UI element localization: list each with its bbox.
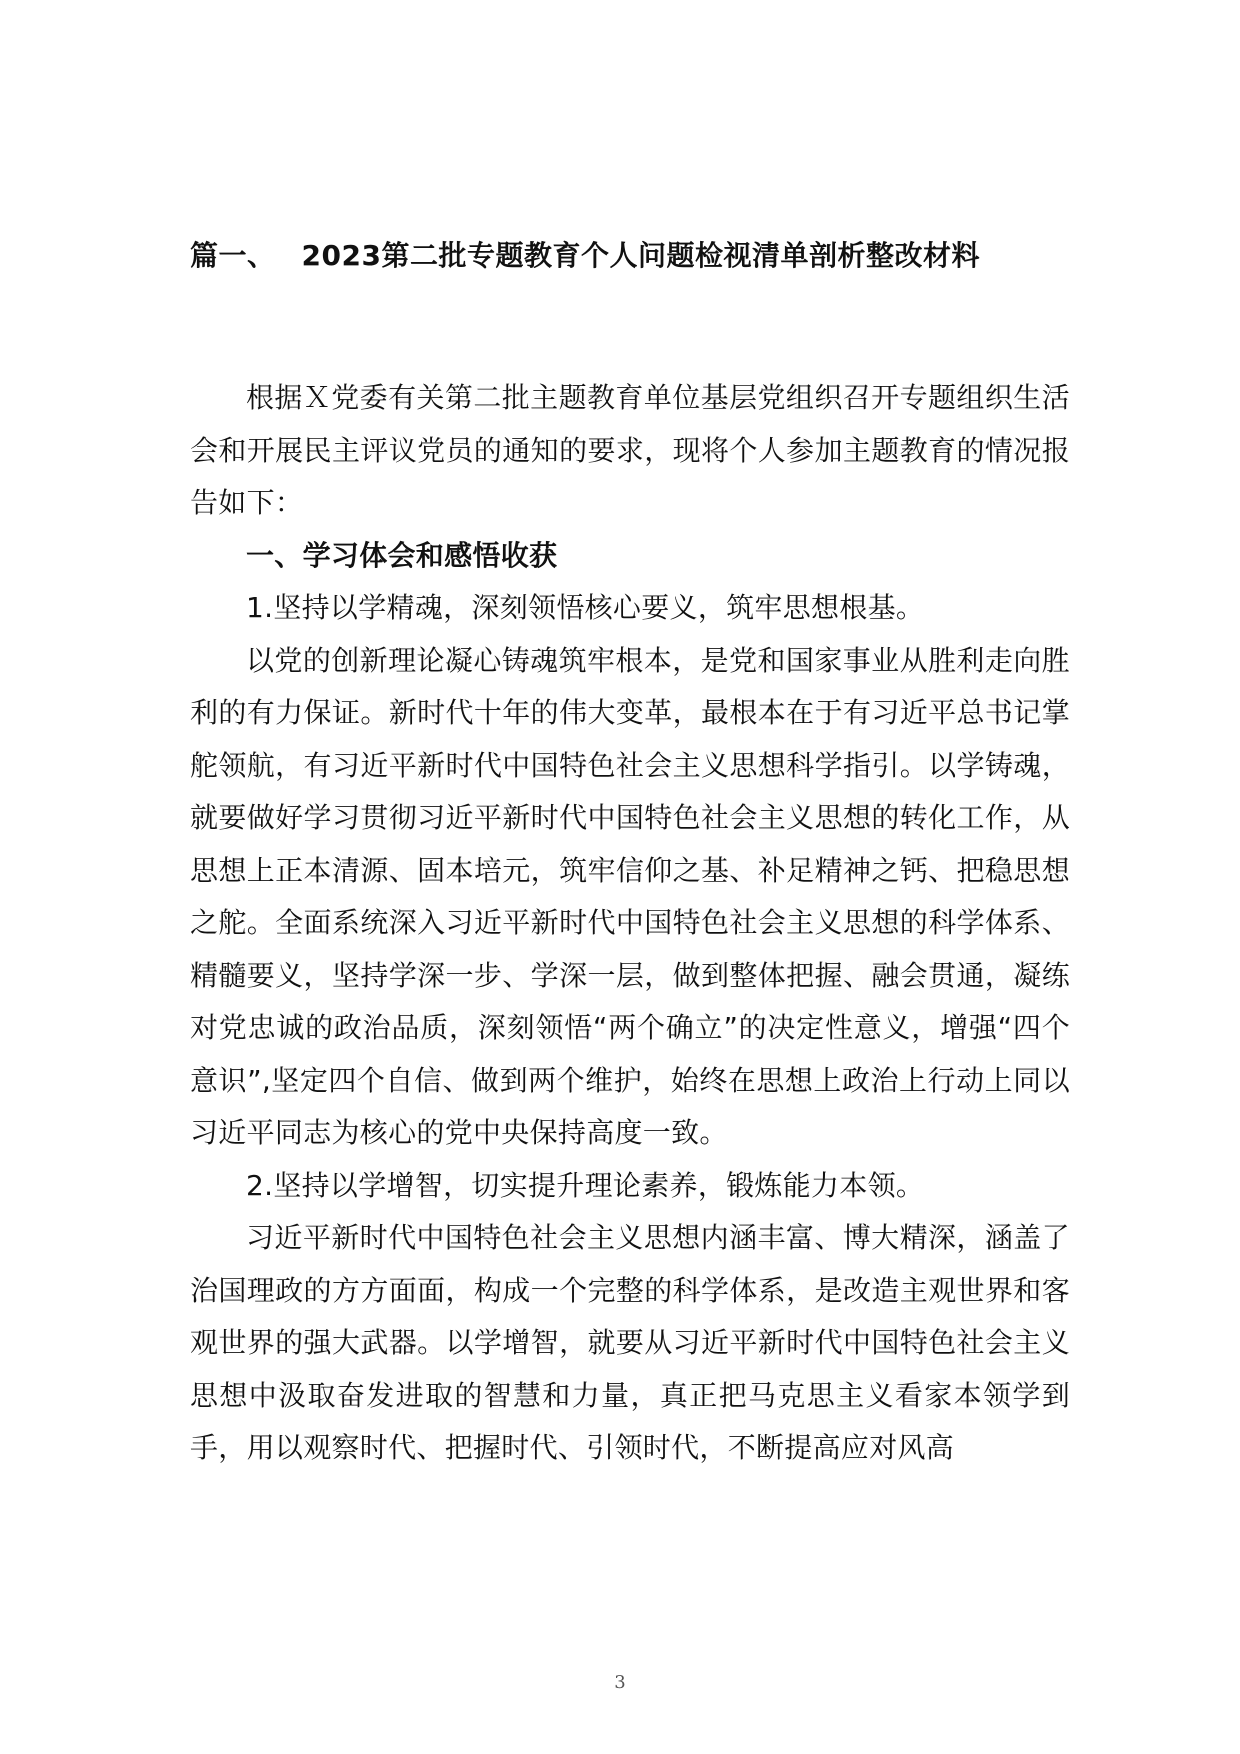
title-prefix: 篇一、 [190,239,276,272]
document-title [190,236,1070,276]
intro-paragraph: 根据Ｘ党委有关第二批主题教育单位基层党组织召开专题组织生活会和开展民主评议党员的通知的要求，现将个人参加主题教育的情况报告如下： [190,381,1070,519]
page-number: 3 [614,1672,626,1693]
title-main: 2023第二批专题教育个人问题检视清单剖析整改材料 [301,239,980,272]
paragraph-1: 以党的创新理论凝心铸魂筑牢根本，是党和国家事业从胜利走向胜利的有力保证。新时代十年的伟大变革，最根本在于有习近平总书记掌舵领航，有习近平新时代中国特色社会主义思想科学指引。以学铸魂，就要做好学习贯彻习近平新时代中国特色社会主义思想的转化工作，从思想上正本清源、固本培元，筑牢信仰之基、补足精神之钙、把稳思想之舵。全面系统深入习近平新时代中国特色社会主义思想的科学体系、精髓要义，坚持学深一步、学深一层，做到整体把握、融会贯通，凝练对党忠诚的政治品质，深刻领悟“两个确立”的决定性意义，增强“四个意识”,坚定四个自信、做到两个维护，始终在思想上政治上行动上同以习近平同志为核心的党中央保持高度一致。 [190,643,1070,1149]
point-1: 1.坚持以学精魂，深刻领悟核心要义，筑牢思想根基。 [246,591,925,624]
paragraph-2: 习近平新时代中国特色社会主义思想内涵丰富、博大精深，涵盖了治国理政的方方面面，构成一个完整的科学体系，是改造主观世界和客观世界的强大武器。以学增智，就要从习近平新时代中国特色社会主义思想中汲取奋发进取的智慧和力量，真正把马克思主义看家本领学到手，用以观察时代、把握时代、引领时代，不断提高应对风高 [190,1221,1070,1464]
point-2: 2.坚持以学增智，切实提升理论素养，锻炼能力本领。 [246,1168,925,1202]
document-body [190,372,1070,1475]
section-heading: 一、学习体会和感悟收获 [246,538,558,572]
